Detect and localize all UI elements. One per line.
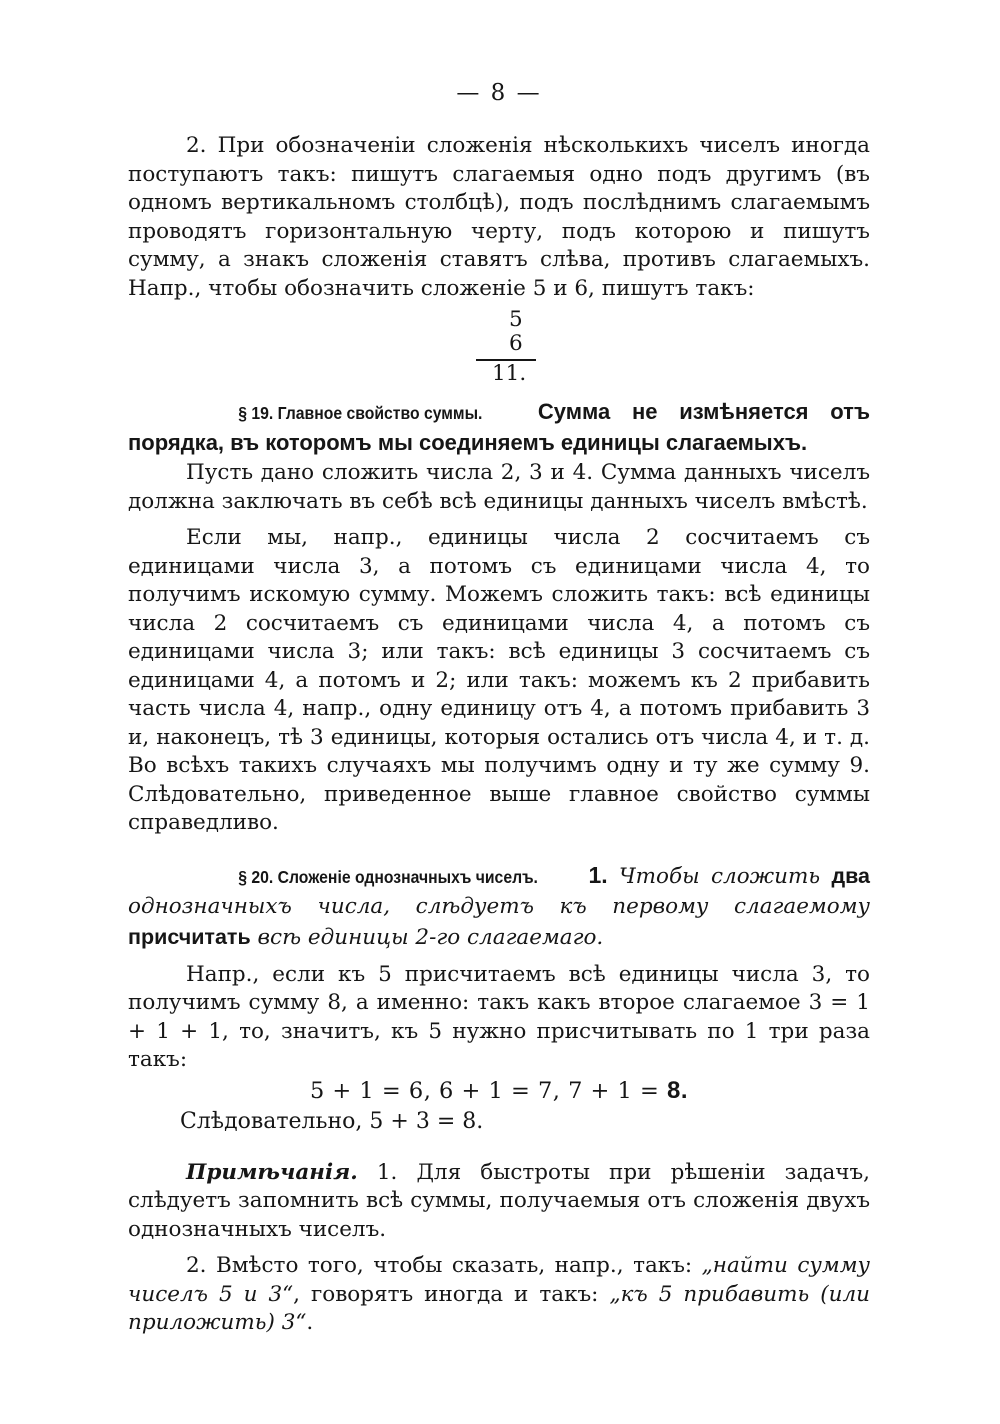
- section-19-paragraph-2: Если мы, напр., единицы числа 2 сосчитаемъ съ единицами числа 3, а потомъ съ единицами числа 4, то получимъ искомую сумму. Можемъ сложить такъ: всѣ единицы числа 2 сосчитаемъ съ единицами числа 4, а потомъ съ единицами числа 3; или такъ: всѣ единицы 3 сосчитаемъ съ единицами 4, а потомъ и 2; или такъ: можемъ къ 2 прибавить часть числа 4, напр., одну единицу отъ 4, а потомъ прибавить 3 и, наконецъ, тѣ 3 единицы, которыя остались отъ числа 4, и т. д. Во всѣхъ такихъ случаяхъ мы получимъ одну и ту же сумму 9. Слѣдовательно, приведенное выше главное свойство суммы справедливо.: [128, 525, 870, 835]
- rule-number: 1.: [588, 861, 608, 888]
- formula-main: 5 + 1 = 6, 6 + 1 = 7, 7 + 1 =: [309, 1077, 668, 1104]
- note-2-quote-b: „къ 5 прибавить (или приложить) 3“: [128, 1281, 871, 1335]
- section-20-result: Слѣдовательно, 5 + 3 = 8.: [180, 1108, 484, 1134]
- note-1: [128, 1159, 870, 1245]
- notes-title: Примѣчанія.: [186, 1159, 358, 1185]
- rule-text-c: однозначныхъ числа, слѣдуетъ къ первому слагаемому: [128, 893, 870, 919]
- note-1-text: 1. Для быстроты при рѣшеніи задачъ, слѣдуетъ запомнить всѣ суммы, получаемыя отъ сложенія двухъ однозначныхъ чиселъ.: [128, 1159, 870, 1242]
- note-2-text-e: .: [306, 1310, 314, 1335]
- rule-text-e: всѣ единицы 2-го слагаемаго.: [257, 924, 604, 950]
- page: [128, 80, 870, 1338]
- addend-second: 6: [509, 331, 523, 356]
- section-20-title: § 20. Сложеніе однозначныхъ чиселъ.: [238, 866, 538, 887]
- rule-text-a: Чтобы сложить: [619, 863, 821, 889]
- note-2: [128, 1252, 870, 1338]
- sum-result: 11.: [492, 361, 527, 386]
- note-2-text-c: , говорятъ иногда и такъ:: [293, 1281, 599, 1307]
- section-20-heading: [128, 860, 870, 953]
- section-19-statement: Сумма не измѣняется отъ порядка, въ которомъ мы соединяемъ единицы слагаемыхъ.: [128, 399, 870, 455]
- addend-first: 5: [509, 307, 523, 332]
- page-number: — 8 —: [456, 80, 542, 106]
- section-19-paragraph-1: Пусть дано сложить числа 2, 3 и 4. Сумма данныхъ чиселъ должна заключать въ себѣ всѣ единицы данныхъ чиселъ вмѣстѣ.: [128, 460, 870, 514]
- section-19-title: § 19. Главное свойство суммы.: [238, 403, 483, 423]
- formula-result: 8.: [667, 1076, 689, 1104]
- counting-formula: [128, 1075, 870, 1107]
- column-addition-example: [128, 303, 870, 389]
- rule-text-b: два: [831, 863, 870, 888]
- paragraph-column-addition: 2. При обозначеніи сложенія нѣсколькихъ чиселъ иногда поступаютъ такъ: пишутъ слагаемыя одно подъ другимъ (въ одномъ вертикальномъ столбцѣ), подъ послѣднимъ слагаемымъ проводятъ горизонтальную черту, подъ которою и пишутъ сумму, а знакъ сложенія ставятъ слѣва, противъ слагаемыхъ. Напр., чтобы обозначить сложеніе 5 и 6, пишутъ такъ:: [128, 133, 870, 301]
- note-2-text-a: 2. Вмѣсто того, чтобы сказать, напр., такъ:: [186, 1253, 693, 1278]
- section-20-example: Напр., если къ 5 присчитаемъ всѣ единицы числа 3, то получимъ сумму 8, а именно: такъ какъ второе слагаемое 3 = 1 + 1 + 1, то, значитъ, къ 5 нужно присчитывать по 1 три раза такъ:: [128, 961, 870, 1072]
- note-2-quote-a: „найти сумму чиселъ 5 и 3“: [128, 1253, 870, 1307]
- rule-text-d: присчитать: [128, 924, 251, 949]
- section-19-heading: [128, 397, 870, 459]
